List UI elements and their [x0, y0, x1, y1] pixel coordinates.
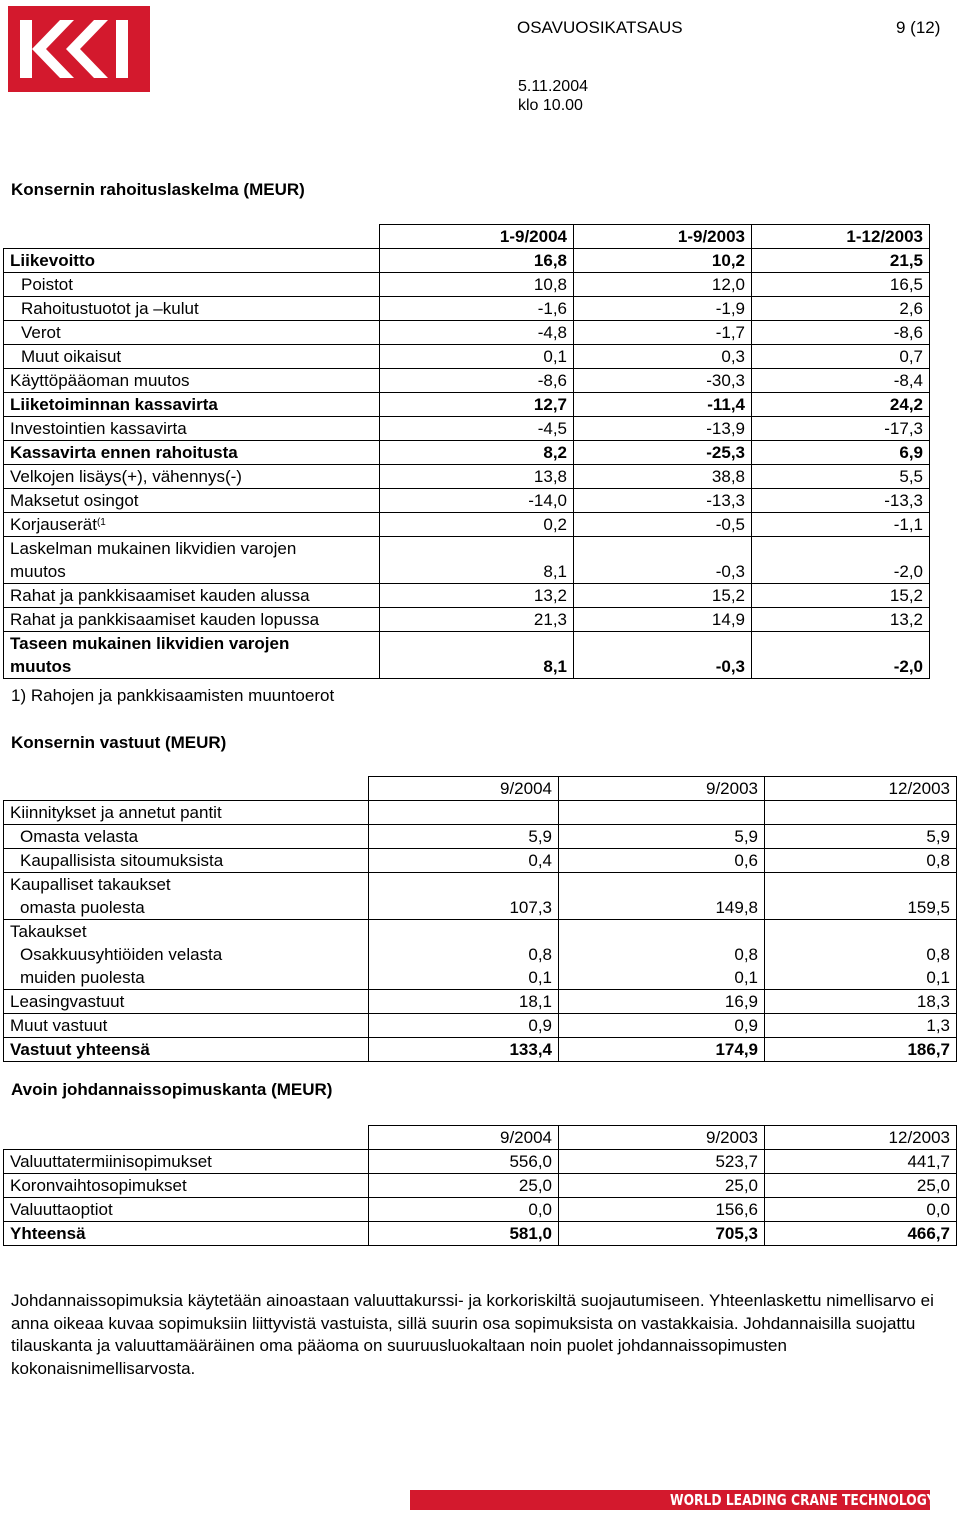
cell-value: 1,3 — [765, 1014, 957, 1038]
cell-value-line: 0,1 — [926, 968, 950, 987]
cell-value: 21,5 — [752, 249, 930, 273]
row-label: Valuuttatermiinisopimukset — [4, 1150, 369, 1174]
column-header: 1-12/2003 — [752, 225, 930, 249]
column-header: 9/2004 — [369, 1126, 559, 1150]
cell-value: 0,2 — [380, 513, 574, 537]
table-row — [4, 990, 957, 1014]
row-label-line: Osakkuusyhtiöiden velasta — [20, 945, 223, 964]
cell-value: 581,0 — [369, 1222, 559, 1246]
cell-value: 149,8 — [559, 873, 765, 920]
row-label: Vastuut yhteensä — [4, 1038, 369, 1062]
cell-value: 38,8 — [574, 465, 752, 489]
cell-value: -0,3 — [574, 537, 752, 584]
cell-value: -2,0 — [752, 632, 930, 679]
cell-value: 13,2 — [380, 584, 574, 608]
cell-value: 5,9 — [559, 825, 765, 849]
row-label: Investointien kassavirta — [4, 417, 380, 441]
cell-value: -1,9 — [574, 297, 752, 321]
cell-value: 0,1 — [380, 345, 574, 369]
cell-value: -4,5 — [380, 417, 574, 441]
column-header: 1-9/2004 — [380, 225, 574, 249]
cell-value: 186,7 — [765, 1038, 957, 1062]
cell-value: -14,0 — [380, 489, 574, 513]
cell-value: -11,4 — [574, 393, 752, 417]
row-label: Leasingvastuut — [4, 990, 369, 1014]
cell-value: -1,6 — [380, 297, 574, 321]
footer-banner — [410, 1490, 936, 1510]
page-number: 9 (12) — [896, 18, 941, 37]
cell-value: 18,1 — [369, 990, 559, 1014]
empty-cell — [559, 801, 765, 825]
table-row — [4, 608, 930, 632]
cell-value: 441,7 — [765, 1150, 957, 1174]
footnote: 1) Rahojen ja pankkisaamisten muuntoerot — [11, 686, 335, 705]
cell-value: 6,9 — [752, 441, 930, 465]
cell-value: 5,9 — [765, 825, 957, 849]
cell-value: 14,9 — [574, 608, 752, 632]
cell-value: 10,2 — [574, 249, 752, 273]
row-label: Liiketoiminnan kassavirta — [4, 393, 380, 417]
cell-value: 16,8 — [380, 249, 574, 273]
table-row — [4, 632, 930, 679]
row-label: Muut oikaisut — [4, 345, 380, 369]
column-header: 9/2004 — [369, 777, 559, 801]
cell-value: -25,3 — [574, 441, 752, 465]
cell-value: 0,9 — [559, 1014, 765, 1038]
table-header-row — [4, 225, 930, 249]
cell-value-line: 0,1 — [734, 968, 758, 987]
cell-value: 107,3 — [369, 873, 559, 920]
cell-value: -8,6 — [380, 369, 574, 393]
derivatives-table — [3, 1125, 957, 1246]
cell-value-line: 0,8 — [528, 945, 552, 964]
cell-value: 159,5 — [765, 873, 957, 920]
table-header-row — [4, 777, 957, 801]
cell-value: 10,8 — [380, 273, 574, 297]
table-row — [4, 825, 957, 849]
cell-value: 174,9 — [559, 1038, 765, 1062]
cell-value: 133,4 — [369, 1038, 559, 1062]
table-row — [4, 441, 930, 465]
cell-value: -30,3 — [574, 369, 752, 393]
document-time: klo 10.00 — [518, 97, 583, 114]
cell-value: 16,9 — [559, 990, 765, 1014]
cell-value: 24,2 — [752, 393, 930, 417]
table-row — [4, 249, 930, 273]
cell-value: -13,3 — [752, 489, 930, 513]
cell-value: -17,3 — [752, 417, 930, 441]
empty-cell — [765, 801, 957, 825]
row-label-text: Korjauserät — [10, 515, 97, 534]
cell-value: 556,0 — [369, 1150, 559, 1174]
table-header-row — [4, 1126, 957, 1150]
column-header: 12/2003 — [765, 777, 957, 801]
table-corner — [4, 777, 369, 801]
cell-value: 15,2 — [752, 584, 930, 608]
cell-value: 18,3 — [765, 990, 957, 1014]
cell-value: 0,6 — [559, 849, 765, 873]
cell-value-line: 0,8 — [734, 945, 758, 964]
row-label — [4, 632, 380, 679]
table-row — [4, 1150, 957, 1174]
cell-value: 0,9 — [369, 1014, 559, 1038]
cell-value: 13,8 — [380, 465, 574, 489]
table-corner — [4, 225, 380, 249]
cell-value: 5,5 — [752, 465, 930, 489]
company-logo — [8, 6, 150, 92]
derivatives-title: Avoin johdannaissopimuskanta (MEUR) — [11, 1080, 333, 1099]
row-label: Muut vastuut — [4, 1014, 369, 1038]
cell-value: -13,9 — [574, 417, 752, 441]
row-label: Käyttöpääoman muutos — [4, 369, 380, 393]
row-label: Rahoitustuotot ja –kulut — [4, 297, 380, 321]
row-label: Velkojen lisäys(+), vähennys(-) — [4, 465, 380, 489]
cell-value: 25,0 — [369, 1174, 559, 1198]
table-row — [4, 393, 930, 417]
cell-value: 156,6 — [559, 1198, 765, 1222]
cell-value — [559, 920, 765, 990]
row-label-line: muiden puolesta — [20, 968, 145, 987]
cell-value: 0,0 — [765, 1198, 957, 1222]
cell-value: 8,2 — [380, 441, 574, 465]
table-row — [4, 537, 930, 584]
cell-value: 0,7 — [752, 345, 930, 369]
cell-value: -13,3 — [574, 489, 752, 513]
liabilities-title: Konsernin vastuut (MEUR) — [11, 733, 227, 752]
table-row — [4, 584, 930, 608]
cashflow-title: Konsernin rahoituslaskelma (MEUR) — [11, 180, 305, 199]
row-label-line: Taseen mukainen likvidien varojen — [10, 634, 290, 653]
document-title: OSAVUOSIKATSAUS — [517, 18, 683, 37]
table-row — [4, 920, 957, 990]
row-label: Kaupallisista sitoumuksista — [4, 849, 369, 873]
table-corner — [4, 1126, 369, 1150]
column-header: 1-9/2003 — [574, 225, 752, 249]
document-date: 5.11.2004 — [518, 78, 588, 95]
table-row — [4, 297, 930, 321]
cell-value: 21,3 — [380, 608, 574, 632]
cell-value: -0,3 — [574, 632, 752, 679]
derivatives-paragraph: Johdannaissopimuksia käytetään ainoastaan valuuttakurssi- ja korkoriskiltä suojautumiseen. Yhteenlaskettu nimellisarvo ei anna oikeaa kuvaa sopimuksiin liittyvistä vastuista, sillä suurin osa sopimuksista on vastakkaisia. Johdannaisilla suojattu tilauskanta ja valuuttamääräinen oma pääoma on suuruusluokaltaan noin puolet johdannaissopimusten kokonaisnimellisarvosta. — [11, 1291, 934, 1378]
cashflow-table — [3, 224, 930, 679]
cell-value: 2,6 — [752, 297, 930, 321]
cell-value — [765, 920, 957, 990]
row-label — [4, 873, 369, 920]
row-label: Kassavirta ennen rahoitusta — [4, 441, 380, 465]
cell-value: 15,2 — [574, 584, 752, 608]
cell-value: 5,9 — [369, 825, 559, 849]
table-row — [4, 801, 957, 825]
footnote-marker: (1 — [96, 517, 106, 528]
cell-value: 13,2 — [752, 608, 930, 632]
cell-value: 0,0 — [369, 1198, 559, 1222]
cell-value: 466,7 — [765, 1222, 957, 1246]
row-label: Liikevoitto — [4, 249, 380, 273]
cell-value: -1,7 — [574, 321, 752, 345]
table-row — [4, 321, 930, 345]
table-row — [4, 1174, 957, 1198]
cell-value: -2,0 — [752, 537, 930, 584]
table-row — [4, 489, 930, 513]
row-label: Yhteensä — [4, 1222, 369, 1246]
row-label-line: omasta puolesta — [20, 898, 145, 917]
column-header: 9/2003 — [559, 1126, 765, 1150]
row-label — [4, 920, 369, 990]
table-row — [4, 369, 930, 393]
table-row — [4, 1014, 957, 1038]
table-row — [4, 1222, 957, 1246]
cell-value: 25,0 — [765, 1174, 957, 1198]
table-row — [4, 849, 957, 873]
cell-value: -0,5 — [574, 513, 752, 537]
liabilities-table — [3, 776, 957, 1062]
row-label: Kiinnitykset ja annetut pantit — [4, 801, 369, 825]
cell-value: 8,1 — [380, 537, 574, 584]
table-row — [4, 513, 930, 537]
row-label: Valuuttaoptiot — [4, 1198, 369, 1222]
empty-cell — [369, 801, 559, 825]
cell-value: 8,1 — [380, 632, 574, 679]
cell-value: 523,7 — [559, 1150, 765, 1174]
table-row — [4, 417, 930, 441]
cell-value: 705,3 — [559, 1222, 765, 1246]
cell-value: -4,8 — [380, 321, 574, 345]
cell-value: 16,5 — [752, 273, 930, 297]
row-label-line: muutos — [10, 657, 72, 676]
cell-value: 0,3 — [574, 345, 752, 369]
cell-value: -8,4 — [752, 369, 930, 393]
row-label: Maksetut osingot — [4, 489, 380, 513]
row-label: Omasta velasta — [4, 825, 369, 849]
cell-value: -8,6 — [752, 321, 930, 345]
row-label-line: Laskelman mukainen likvidien varojen — [10, 539, 297, 558]
table-row — [4, 873, 957, 920]
cell-value — [369, 920, 559, 990]
row-label: Verot — [4, 321, 380, 345]
table-row — [4, 273, 930, 297]
table-row — [4, 1198, 957, 1222]
column-header: 9/2003 — [559, 777, 765, 801]
cell-value: 0,4 — [369, 849, 559, 873]
cell-value: 12,0 — [574, 273, 752, 297]
column-header: 12/2003 — [765, 1126, 957, 1150]
row-label: Rahat ja pankkisaamiset kauden alussa — [4, 584, 380, 608]
cell-value-line: 0,1 — [528, 968, 552, 987]
row-label: Rahat ja pankkisaamiset kauden lopussa — [4, 608, 380, 632]
footer-banner-text: WORLD LEADING CRANE TECHNOLOGY — [670, 1491, 936, 1509]
cell-value: -1,1 — [752, 513, 930, 537]
row-label-line: Kaupalliset takaukset — [10, 875, 171, 894]
table-row — [4, 345, 930, 369]
table-row — [4, 465, 930, 489]
cell-value: 0,8 — [765, 849, 957, 873]
row-label — [4, 513, 380, 537]
row-label-line: muutos — [10, 562, 66, 581]
row-label — [4, 537, 380, 584]
row-label: Poistot — [4, 273, 380, 297]
cell-value: 12,7 — [380, 393, 574, 417]
cell-value-line: 0,8 — [926, 945, 950, 964]
table-row — [4, 1038, 957, 1062]
row-label: Koronvaihtosopimukset — [4, 1174, 369, 1198]
row-label-line: Takaukset — [10, 922, 87, 941]
cell-value: 25,0 — [559, 1174, 765, 1198]
